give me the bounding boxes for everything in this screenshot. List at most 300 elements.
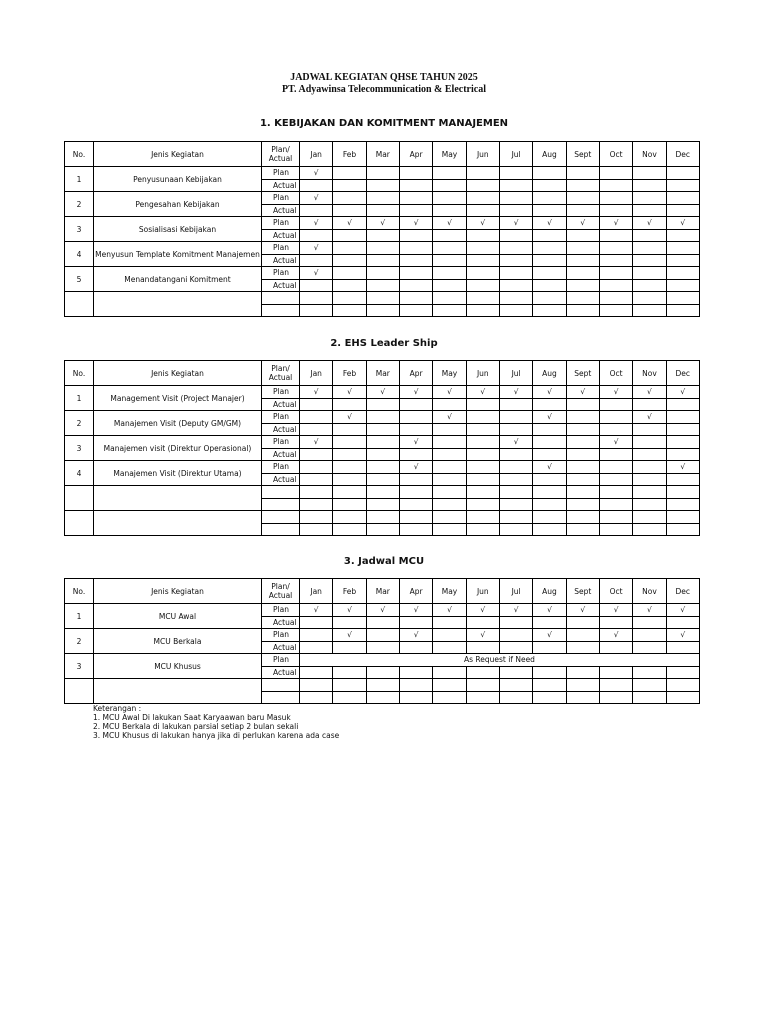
empty-cell <box>366 192 399 205</box>
plan-label: Plan <box>262 411 300 424</box>
empty-cell <box>499 629 532 642</box>
empty-cell <box>300 473 333 486</box>
empty-cell <box>433 616 466 629</box>
check-mark: √ <box>399 461 432 474</box>
empty-cell <box>666 292 699 305</box>
empty-cell <box>466 641 499 654</box>
check-mark: √ <box>599 386 632 399</box>
empty-cell <box>466 179 499 192</box>
row-number: 2 <box>65 192 94 217</box>
empty-cell <box>633 511 666 524</box>
section-title-kebijakan: 1. KEBIJAKAN DAN KOMITMENT MANAJEMEN <box>259 118 509 129</box>
empty-cell <box>599 448 632 461</box>
empty-cell <box>499 167 532 180</box>
empty-cell <box>566 448 599 461</box>
check-mark: √ <box>599 604 632 617</box>
empty-cell <box>466 486 499 499</box>
empty-cell <box>333 498 366 511</box>
check-mark: √ <box>499 436 532 449</box>
empty-cell <box>366 629 399 642</box>
header-month: May <box>433 361 466 386</box>
empty-cell <box>533 254 566 267</box>
empty-cell <box>366 304 399 317</box>
empty-cell <box>366 229 399 242</box>
empty-cell <box>333 511 366 524</box>
empty-cell <box>633 179 666 192</box>
header-month: Nov <box>633 579 666 604</box>
empty-cell <box>666 498 699 511</box>
note-item: 3. MCU Khusus di lakukan hanya jika di perlukan karena ada case <box>93 731 340 740</box>
empty-cell <box>262 679 300 692</box>
empty-cell <box>300 511 333 524</box>
empty-cell <box>333 448 366 461</box>
empty-cell <box>399 204 432 217</box>
empty-cell <box>366 411 399 424</box>
table-row-plan <box>65 192 700 205</box>
empty-cell <box>333 436 366 449</box>
empty-cell <box>433 523 466 536</box>
empty-cell <box>65 679 94 704</box>
empty-cell <box>533 398 566 411</box>
empty-cell <box>499 666 532 679</box>
empty-cell <box>300 448 333 461</box>
empty-cell <box>399 473 432 486</box>
activity-name: MCU Awal <box>94 604 262 629</box>
empty-cell <box>399 486 432 499</box>
check-mark: √ <box>300 167 333 180</box>
header-no: No. <box>65 579 94 604</box>
activity-name: Manajemen Visit (Direktur Utama) <box>94 461 262 486</box>
check-mark: √ <box>433 386 466 399</box>
empty-cell <box>533 304 566 317</box>
empty-cell <box>399 511 432 524</box>
header-month: Jul <box>499 361 532 386</box>
empty-cell <box>333 461 366 474</box>
empty-cell <box>499 267 532 280</box>
table-row-plan <box>65 242 700 255</box>
plan-label: Plan <box>262 654 300 667</box>
empty-cell <box>499 641 532 654</box>
empty-cell <box>399 423 432 436</box>
empty-cell <box>366 279 399 292</box>
empty-cell <box>633 461 666 474</box>
actual-label: Actual <box>262 179 300 192</box>
empty-cell <box>499 292 532 305</box>
empty-cell <box>666 486 699 499</box>
empty-cell <box>633 486 666 499</box>
empty-cell <box>399 398 432 411</box>
empty-cell <box>399 523 432 536</box>
actual-label: Actual <box>262 423 300 436</box>
empty-cell <box>433 498 466 511</box>
empty-cell <box>399 242 432 255</box>
empty-cell <box>633 423 666 436</box>
empty-cell <box>433 691 466 704</box>
empty-cell <box>499 616 532 629</box>
empty-cell <box>333 691 366 704</box>
empty-cell <box>300 486 333 499</box>
empty-cell <box>566 616 599 629</box>
empty-cell <box>533 448 566 461</box>
empty-cell <box>366 423 399 436</box>
empty-cell <box>566 398 599 411</box>
empty-cell <box>666 448 699 461</box>
empty-cell <box>466 461 499 474</box>
empty-cell <box>533 679 566 692</box>
empty-cell <box>599 511 632 524</box>
table-row-plan <box>65 167 700 180</box>
empty-cell <box>333 523 366 536</box>
blank-row <box>65 679 700 692</box>
empty-cell <box>433 304 466 317</box>
empty-cell <box>366 666 399 679</box>
header-month: Oct <box>599 579 632 604</box>
row-number: 3 <box>65 654 94 679</box>
check-mark: √ <box>399 629 432 642</box>
empty-cell <box>433 473 466 486</box>
empty-cell <box>366 511 399 524</box>
header-month: Oct <box>599 142 632 167</box>
empty-cell <box>399 167 432 180</box>
empty-cell <box>466 292 499 305</box>
empty-cell <box>466 304 499 317</box>
empty-cell <box>599 229 632 242</box>
empty-cell <box>333 229 366 242</box>
empty-cell <box>633 398 666 411</box>
plan-label: Plan <box>262 629 300 642</box>
empty-cell <box>499 498 532 511</box>
empty-cell <box>566 691 599 704</box>
activity-name: Penyusunaan Kebijakan <box>94 167 262 192</box>
actual-label: Actual <box>262 641 300 654</box>
empty-cell <box>566 229 599 242</box>
empty-cell <box>533 192 566 205</box>
header-month: Sept <box>566 579 599 604</box>
empty-cell <box>262 304 300 317</box>
empty-cell <box>433 679 466 692</box>
table-row-plan <box>65 654 700 667</box>
header-activity: Jenis Kegiatan <box>94 142 262 167</box>
empty-cell <box>533 423 566 436</box>
empty-cell <box>599 473 632 486</box>
empty-cell <box>566 292 599 305</box>
empty-cell <box>466 242 499 255</box>
empty-cell <box>433 242 466 255</box>
empty-cell <box>300 292 333 305</box>
plan-label: Plan <box>262 604 300 617</box>
empty-cell <box>433 641 466 654</box>
empty-cell <box>262 523 300 536</box>
header-month: May <box>433 142 466 167</box>
empty-cell <box>499 691 532 704</box>
empty-cell <box>599 486 632 499</box>
header-row <box>65 579 700 604</box>
row-number: 1 <box>65 386 94 411</box>
empty-cell <box>399 279 432 292</box>
empty-cell <box>666 511 699 524</box>
empty-cell <box>533 167 566 180</box>
empty-cell <box>466 192 499 205</box>
empty-cell <box>333 486 366 499</box>
empty-cell <box>433 666 466 679</box>
empty-cell <box>499 473 532 486</box>
header-month: Nov <box>633 361 666 386</box>
empty-cell <box>433 267 466 280</box>
section-title-ehs-leadership: 2. EHS Leader Ship <box>330 338 438 349</box>
empty-cell <box>599 254 632 267</box>
empty-cell <box>499 486 532 499</box>
empty-cell <box>599 267 632 280</box>
empty-cell <box>633 304 666 317</box>
blank-row <box>65 511 700 524</box>
empty-cell <box>566 242 599 255</box>
empty-cell <box>333 167 366 180</box>
empty-cell <box>633 292 666 305</box>
note-item: 2. MCU Berkala di lakukan parsial setiap 2 bulan sekali <box>93 722 299 731</box>
plan-label: Plan <box>262 217 300 230</box>
empty-cell <box>633 448 666 461</box>
empty-cell <box>599 616 632 629</box>
check-mark: √ <box>633 411 666 424</box>
empty-cell <box>666 304 699 317</box>
empty-cell <box>566 267 599 280</box>
empty-cell <box>433 423 466 436</box>
check-mark: √ <box>399 386 432 399</box>
empty-cell <box>333 304 366 317</box>
schedule-table-ehs-leadership <box>64 360 700 536</box>
notes <box>93 704 339 740</box>
table-row-plan <box>65 411 700 424</box>
empty-cell <box>499 304 532 317</box>
empty-cell <box>366 179 399 192</box>
empty-cell <box>433 436 466 449</box>
empty-cell <box>533 641 566 654</box>
row-number: 3 <box>65 436 94 461</box>
empty-cell <box>300 461 333 474</box>
empty-cell <box>262 511 300 524</box>
empty-cell <box>599 679 632 692</box>
check-mark: √ <box>499 604 532 617</box>
check-mark: √ <box>333 629 366 642</box>
header-month: Jul <box>499 579 532 604</box>
check-mark: √ <box>399 217 432 230</box>
empty-cell <box>499 448 532 461</box>
empty-cell <box>566 629 599 642</box>
empty-cell <box>366 448 399 461</box>
check-mark: √ <box>533 217 566 230</box>
empty-cell <box>366 523 399 536</box>
empty-cell <box>366 461 399 474</box>
empty-cell <box>599 411 632 424</box>
empty-cell <box>499 192 532 205</box>
check-mark: √ <box>300 386 333 399</box>
empty-cell <box>633 629 666 642</box>
empty-cell <box>466 448 499 461</box>
empty-cell <box>466 666 499 679</box>
empty-cell <box>366 691 399 704</box>
check-mark: √ <box>466 604 499 617</box>
empty-cell <box>94 679 262 704</box>
empty-cell <box>533 267 566 280</box>
empty-cell <box>433 629 466 642</box>
activity-name: Pengesahan Kebijakan <box>94 192 262 217</box>
empty-cell <box>633 204 666 217</box>
empty-cell <box>262 486 300 499</box>
empty-cell <box>666 267 699 280</box>
empty-cell <box>366 292 399 305</box>
empty-cell <box>599 167 632 180</box>
header-no: No. <box>65 142 94 167</box>
empty-cell <box>666 179 699 192</box>
empty-cell <box>466 267 499 280</box>
empty-cell <box>466 204 499 217</box>
empty-cell <box>566 473 599 486</box>
empty-cell <box>633 279 666 292</box>
activity-name: Management Visit (Project Manajer) <box>94 386 262 411</box>
activity-name: MCU Khusus <box>94 654 262 679</box>
activity-name: Menyusun Template Komitment Manajemen <box>94 242 262 267</box>
header-row <box>65 142 700 167</box>
empty-cell <box>399 192 432 205</box>
check-mark: √ <box>366 604 399 617</box>
empty-cell <box>599 304 632 317</box>
empty-cell <box>333 279 366 292</box>
empty-cell <box>366 167 399 180</box>
empty-cell <box>533 523 566 536</box>
empty-cell <box>633 267 666 280</box>
empty-cell <box>366 204 399 217</box>
check-mark: √ <box>333 217 366 230</box>
empty-cell <box>300 423 333 436</box>
check-mark: √ <box>300 267 333 280</box>
row-number: 4 <box>65 242 94 267</box>
empty-cell <box>599 179 632 192</box>
empty-cell <box>366 398 399 411</box>
empty-cell <box>366 242 399 255</box>
empty-cell <box>333 679 366 692</box>
activity-name: MCU Berkala <box>94 629 262 654</box>
empty-cell <box>433 179 466 192</box>
blank-row <box>65 486 700 499</box>
empty-cell <box>466 398 499 411</box>
header-activity: Jenis Kegiatan <box>94 579 262 604</box>
empty-cell <box>633 167 666 180</box>
header-month: Jun <box>466 361 499 386</box>
empty-cell <box>533 436 566 449</box>
check-mark: √ <box>533 629 566 642</box>
row-number: 5 <box>65 267 94 292</box>
empty-cell <box>366 641 399 654</box>
header-month: Dec <box>666 579 699 604</box>
header-month: Mar <box>366 579 399 604</box>
check-mark: √ <box>499 386 532 399</box>
empty-cell <box>466 279 499 292</box>
check-mark: √ <box>666 604 699 617</box>
empty-cell <box>566 304 599 317</box>
empty-cell <box>599 292 632 305</box>
empty-cell <box>433 279 466 292</box>
check-mark: √ <box>633 386 666 399</box>
empty-cell <box>566 192 599 205</box>
empty-cell <box>399 666 432 679</box>
empty-cell <box>633 229 666 242</box>
empty-cell <box>499 179 532 192</box>
empty-cell <box>333 616 366 629</box>
empty-cell <box>533 511 566 524</box>
empty-cell <box>399 304 432 317</box>
empty-cell <box>300 179 333 192</box>
table-row-plan <box>65 436 700 449</box>
empty-cell <box>566 511 599 524</box>
table-row-plan <box>65 629 700 642</box>
empty-cell <box>433 229 466 242</box>
empty-cell <box>566 523 599 536</box>
header-month: Jan <box>300 361 333 386</box>
empty-cell <box>633 691 666 704</box>
empty-cell <box>599 398 632 411</box>
check-mark: √ <box>466 629 499 642</box>
empty-cell <box>399 254 432 267</box>
empty-cell <box>666 666 699 679</box>
row-number: 1 <box>65 167 94 192</box>
check-mark: √ <box>333 411 366 424</box>
header-month: Feb <box>333 579 366 604</box>
empty-cell <box>633 473 666 486</box>
empty-cell <box>666 204 699 217</box>
header-month: Jan <box>300 579 333 604</box>
empty-cell <box>666 192 699 205</box>
empty-cell <box>366 473 399 486</box>
empty-cell <box>633 498 666 511</box>
actual-label: Actual <box>262 254 300 267</box>
empty-cell <box>333 204 366 217</box>
empty-cell <box>466 679 499 692</box>
empty-cell <box>366 679 399 692</box>
header-month: Dec <box>666 142 699 167</box>
empty-cell <box>333 292 366 305</box>
row-number: 1 <box>65 604 94 629</box>
check-mark: √ <box>566 386 599 399</box>
empty-cell <box>300 523 333 536</box>
empty-cell <box>433 254 466 267</box>
header-month: Apr <box>399 579 432 604</box>
empty-cell <box>333 267 366 280</box>
header-month: Aug <box>533 361 566 386</box>
empty-cell <box>399 498 432 511</box>
empty-cell <box>666 641 699 654</box>
empty-cell <box>262 691 300 704</box>
empty-cell <box>433 486 466 499</box>
check-mark: √ <box>599 217 632 230</box>
empty-cell <box>399 179 432 192</box>
empty-cell <box>566 666 599 679</box>
check-mark: √ <box>433 604 466 617</box>
plan-label: Plan <box>262 192 300 205</box>
header-plan-actual: Plan/ Actual <box>262 142 300 167</box>
plan-label: Plan <box>262 267 300 280</box>
actual-label: Actual <box>262 279 300 292</box>
empty-cell <box>566 461 599 474</box>
empty-cell <box>633 254 666 267</box>
header-month: Mar <box>366 142 399 167</box>
header-month: May <box>433 579 466 604</box>
empty-cell <box>633 436 666 449</box>
empty-cell <box>499 679 532 692</box>
plan-label: Plan <box>262 386 300 399</box>
empty-cell <box>300 616 333 629</box>
empty-cell <box>300 398 333 411</box>
header-month: Jun <box>466 579 499 604</box>
